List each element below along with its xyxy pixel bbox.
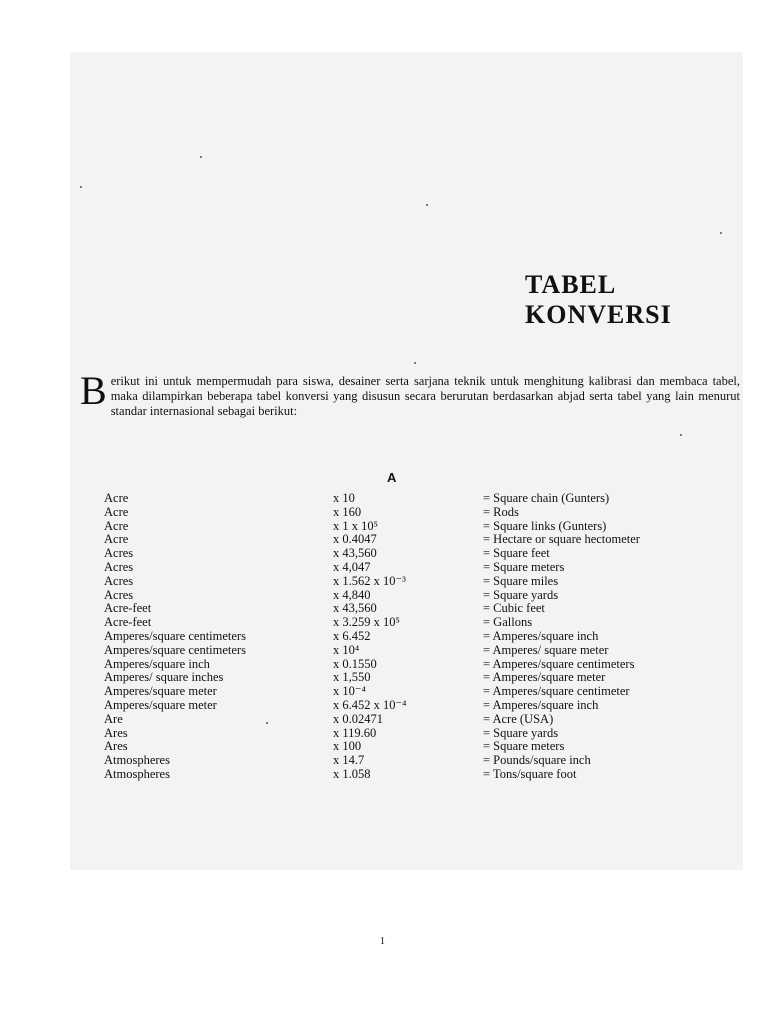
factor-cell: x 43,560 — [333, 601, 377, 616]
scan-speck — [200, 156, 202, 158]
unit-from-cell: Amperes/square meter — [104, 697, 217, 712]
factor-cell: x 160 — [333, 504, 362, 519]
unit-from-cell: Amperes/ square inches — [104, 670, 224, 685]
factor-cell: x 0.4047 — [333, 532, 377, 547]
factor-cell: x 10⁻⁴ — [333, 684, 366, 699]
unit-from-cell: Ares — [104, 739, 128, 754]
title-line-1: TABEL — [525, 270, 617, 299]
unit-from-cell: Amperes/square inch — [104, 656, 210, 671]
unit-from-cell: Atmospheres — [104, 753, 170, 768]
table-row — [104, 727, 733, 741]
unit-from-cell: Amperes/square centimeters — [104, 642, 246, 657]
unit-to-cell: = Amperes/square centimeter — [483, 684, 630, 699]
table-row — [104, 492, 733, 506]
table-row — [104, 616, 733, 630]
factor-cell: x 1,550 — [333, 670, 371, 685]
unit-to-cell: = Amperes/square meter — [483, 670, 606, 685]
unit-from-cell: Acres — [104, 587, 134, 602]
unit-to-cell: = Acre (USA) — [483, 711, 554, 726]
table-row — [104, 685, 733, 699]
unit-to-cell: = Square yards — [483, 587, 559, 602]
factor-cell: x 43,560 — [333, 546, 377, 561]
factor-cell: x 100 — [333, 739, 362, 754]
title-line-2: KONVERSI — [525, 300, 672, 329]
unit-to-cell: = Square links (Gunters) — [483, 518, 607, 533]
unit-to-cell: = Square meters — [483, 739, 565, 754]
unit-to-cell: = Tons/square foot — [483, 766, 577, 781]
section-letter: A — [387, 470, 397, 485]
unit-from-cell: Acre — [104, 491, 129, 505]
intro-text: erikut ini untuk mempermudah para siswa, desainer serta sarjana teknik untuk menghitung kalibrasi dan membaca tabel, maka dilampirkan beberapa tabel konversi yang disusun secara berurutan berdasarkan abjad serta tabel yang lain menurut standar internasional sebagai berikut: — [110, 374, 740, 418]
table-row — [104, 561, 733, 575]
unit-to-cell: = Square meters — [483, 559, 565, 574]
unit-to-cell: = Amperes/ square meter — [483, 642, 609, 657]
unit-to-cell: = Hectare or square hectometer — [483, 532, 640, 547]
unit-to-cell: = Pounds/square inch — [483, 753, 591, 768]
factor-cell: x 10 — [333, 491, 355, 505]
unit-from-cell: Acre-feet — [104, 615, 152, 630]
table-row — [104, 533, 733, 547]
table-row — [104, 658, 733, 672]
intro-paragraph — [80, 368, 740, 419]
scan-speck — [720, 232, 722, 234]
unit-to-cell: = Square feet — [483, 546, 550, 561]
unit-from-cell: Are — [104, 711, 123, 726]
unit-from-cell: Acres — [104, 559, 134, 574]
unit-to-cell: = Amperes/square inch — [483, 697, 599, 712]
unit-to-cell: = Square yards — [483, 725, 559, 740]
table-row — [104, 630, 733, 644]
unit-to-cell: = Amperes/square centimeters — [483, 656, 635, 671]
factor-cell: x 1 x 10⁵ — [333, 518, 378, 533]
unit-to-cell: = Square miles — [483, 573, 559, 588]
factor-cell: x 6.452 — [333, 628, 371, 643]
factor-cell: x 3.259 x 10⁵ — [333, 615, 400, 630]
unit-to-cell: = Rods — [483, 504, 519, 519]
factor-cell: x 6.452 x 10⁻⁴ — [333, 697, 407, 712]
intro-dropcap: B — [80, 368, 107, 413]
unit-from-cell: Ares — [104, 725, 128, 740]
table-row — [104, 754, 733, 768]
unit-from-cell: Atmospheres — [104, 766, 170, 781]
unit-from-cell: Amperes/square meter — [104, 684, 217, 699]
factor-cell: x 14.7 — [333, 753, 365, 768]
conversion-table — [104, 492, 733, 782]
page-title — [525, 270, 672, 330]
conversion-table-body — [104, 492, 733, 782]
table-row — [104, 768, 733, 782]
table-row — [104, 713, 733, 727]
unit-from-cell: Acre — [104, 518, 129, 533]
table-row — [104, 644, 733, 658]
unit-to-cell: = Cubic feet — [483, 601, 545, 616]
scan-speck — [80, 186, 82, 188]
unit-from-cell: Acres — [104, 573, 134, 588]
factor-cell: x 119.60 — [333, 725, 377, 740]
unit-to-cell: = Gallons — [483, 615, 533, 630]
table-row — [104, 547, 733, 561]
table-row — [104, 520, 733, 534]
table-row — [104, 575, 733, 589]
unit-from-cell: Acre — [104, 532, 129, 547]
unit-from-cell: Acre — [104, 504, 129, 519]
table-row — [104, 699, 733, 713]
factor-cell: x 4,047 — [333, 559, 371, 574]
page-number: 1 — [380, 936, 385, 947]
unit-from-cell: Amperes/square centimeters — [104, 628, 246, 643]
unit-from-cell: Acres — [104, 546, 134, 561]
unit-to-cell: = Square chain (Gunters) — [483, 491, 610, 505]
scan-speck — [414, 362, 416, 364]
unit-from-cell: Acre-feet — [104, 601, 152, 616]
scan-speck — [680, 434, 682, 436]
table-row — [104, 602, 733, 616]
table-row — [104, 740, 733, 754]
scan-speck — [426, 204, 428, 206]
factor-cell: x 1.058 — [333, 766, 371, 781]
table-row — [104, 506, 733, 520]
unit-to-cell: = Amperes/square inch — [483, 628, 599, 643]
table-row — [104, 589, 733, 603]
factor-cell: x 10⁴ — [333, 642, 360, 657]
factor-cell: x 0.1550 — [333, 656, 377, 671]
factor-cell: x 0.02471 — [333, 711, 383, 726]
factor-cell: x 1.562 x 10⁻³ — [333, 573, 406, 588]
factor-cell: x 4,840 — [333, 587, 371, 602]
table-row — [104, 671, 733, 685]
